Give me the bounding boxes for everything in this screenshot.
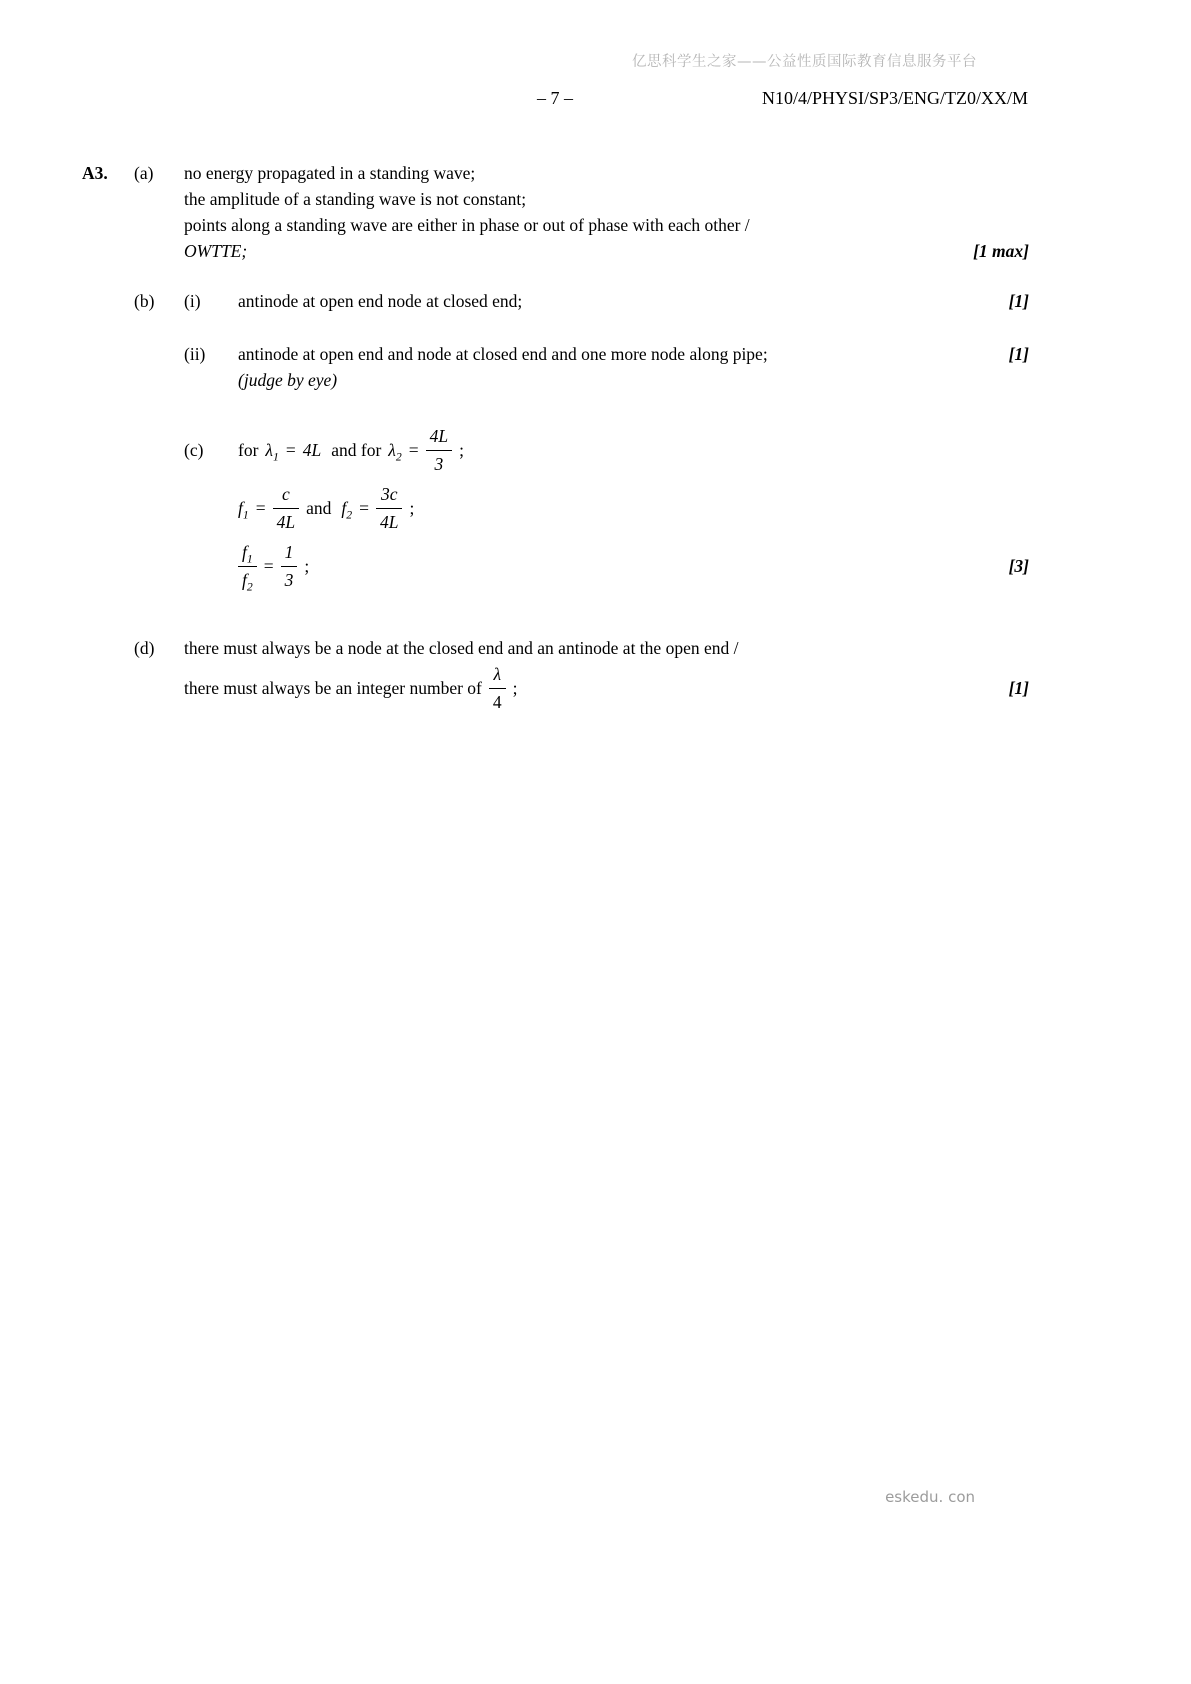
- part-b-i-label: (i): [184, 291, 201, 311]
- owtte-text: OWTTE;: [184, 241, 248, 261]
- part-b-ii-label: (ii): [184, 344, 206, 364]
- fraction-f1-over-f2: $\frac{f_1}{f_2}$: [238, 542, 257, 591]
- semicolon: ;: [409, 497, 415, 518]
- value-4L: 4L: [302, 439, 322, 460]
- part-b-ii-text: antinode at open end and node at closed end and one more node along pipe;: [238, 344, 768, 364]
- fraction-3c-over-4L: $\frac{3c}{4L}$: [376, 484, 402, 533]
- semicolon: ;: [459, 439, 464, 460]
- part-c-body: [238, 423, 1029, 593]
- part-b-ii-body: [238, 341, 1029, 393]
- part-b-label: (b): [134, 291, 155, 311]
- part-b-i-body: [238, 288, 1029, 314]
- equals-sign: =: [285, 439, 296, 460]
- question-number: A3.: [82, 163, 108, 183]
- fraction-4L-over-3: $\frac{4L}{3}$: [426, 426, 452, 475]
- part-b-i-mark: [1]: [1008, 291, 1029, 311]
- page-number: – 7 –: [537, 88, 573, 108]
- f2-symbol: $f_2$: [341, 497, 353, 521]
- part-d: [82, 635, 1029, 715]
- part-d-body: [184, 635, 1029, 715]
- part-a-mark: [1 max]: [973, 241, 1029, 261]
- part-c-math-line1: [238, 423, 1029, 477]
- part-c-math-line3: [238, 539, 1029, 593]
- lambda1-symbol: $\lambda_1$: [265, 439, 279, 463]
- fraction-lambda-over-4: $\frac{\lambda}{4}$: [489, 664, 506, 713]
- f1-symbol: $f_1$: [238, 497, 249, 521]
- fraction-1-over-3: $\frac{1}{3}$: [281, 542, 298, 591]
- part-a-line4: [184, 238, 1029, 264]
- word-for: for: [238, 439, 259, 460]
- part-b-ii-mark: [1]: [1008, 344, 1029, 364]
- part-a-line2: the amplitude of a standing wave is not constant;: [184, 189, 527, 209]
- part-b-i: [82, 288, 1029, 314]
- part-c: [82, 423, 1029, 593]
- site-credit: eskedu. con: [885, 1488, 975, 1506]
- part-a-label: (a): [134, 163, 154, 183]
- part-d-label: (d): [134, 638, 155, 658]
- part-c-label: (c): [184, 439, 204, 460]
- fraction-c-over-4L: $\frac{c}{4L}$: [273, 484, 299, 533]
- markscheme-content: [82, 160, 1029, 715]
- part-a-line1: no energy propagated in a standing wave;: [184, 163, 476, 183]
- part-d-line2-text: there must always be an integer number of: [184, 677, 482, 698]
- part-d-line2: [184, 661, 1029, 715]
- equals-sign: =: [255, 497, 266, 518]
- watermark-text: 亿思科学生之家——公益性质国际教育信息服务平台: [632, 54, 977, 70]
- part-c-math-line2: [238, 481, 1029, 535]
- equals-sign: =: [408, 439, 419, 460]
- part-a: [82, 160, 1029, 264]
- word-and: and: [306, 497, 332, 518]
- lambda2-symbol: $\lambda_2$: [388, 439, 402, 463]
- word-and-for: and for: [331, 439, 382, 460]
- equals-sign: =: [263, 555, 274, 576]
- semicolon: ;: [304, 555, 310, 576]
- part-d-mark: [1]: [1008, 677, 1029, 698]
- semicolon: ;: [512, 677, 518, 698]
- part-c-mark: [3]: [1008, 555, 1029, 576]
- part-d-line1: there must always be a node at the closed end and an antinode at the open end /: [184, 638, 739, 658]
- equals-sign: =: [359, 497, 369, 518]
- part-b-ii-note: (judge by eye): [238, 370, 338, 390]
- paper-code: N10/4/PHYSI/SP3/ENG/TZ0/XX/M: [761, 88, 1028, 108]
- part-a-line3: points along a standing wave are either in phase or out of phase with each other /: [184, 215, 750, 235]
- part-b-i-text: antinode at open end node at closed end;: [238, 291, 523, 311]
- part-b-ii: [82, 341, 1029, 393]
- part-a-body: [184, 160, 1029, 264]
